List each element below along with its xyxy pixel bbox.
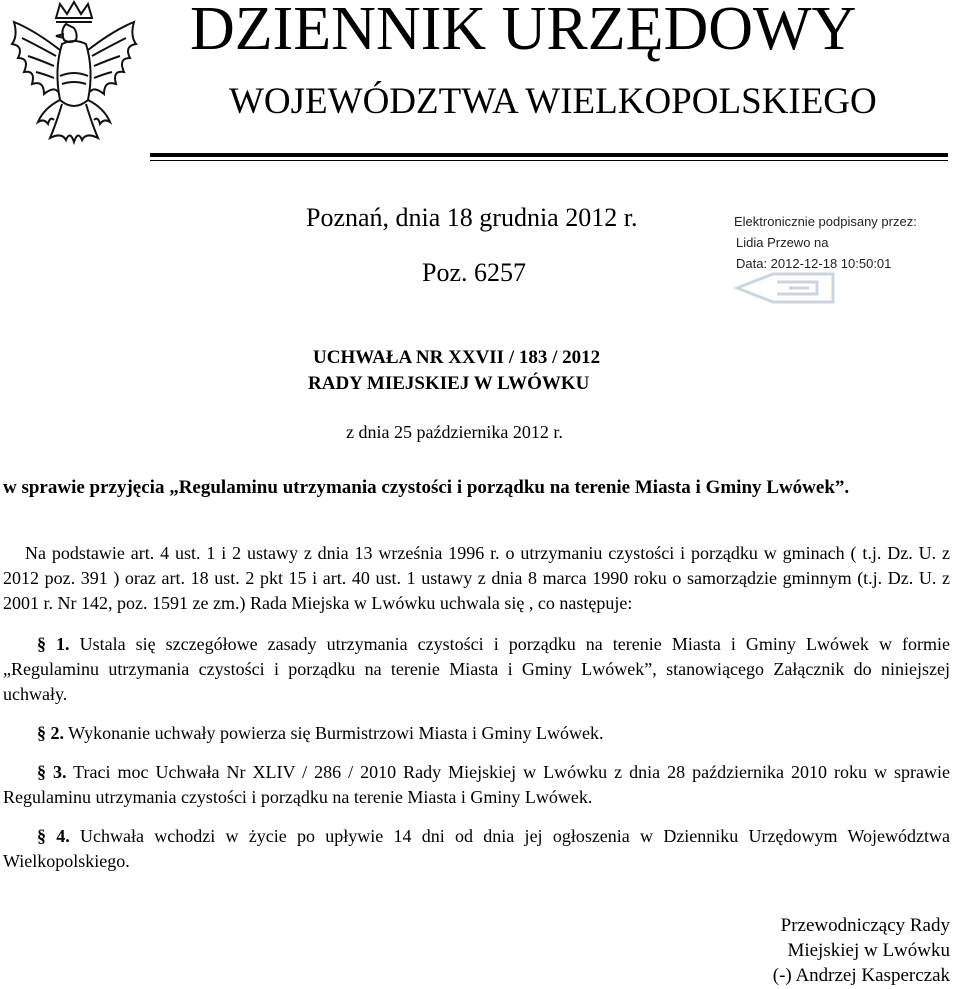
chairman-signature [773, 913, 950, 988]
paragraph-text: Ustala się szczegółowe zasady utrzymania czystości i porządku na terenie Miasta i Gminy Lwówek w formie „Regulaminu utrzymania czystości i porządku na terenie Miasta i Gminy Lwówek”, stanowiącego Załącznik do niniejszej uchwały. [3, 634, 950, 704]
paragraph-text: Uchwała wchodzi w życie po upływie 14 dni od dnia jej ogłoszenia w Dzienniku Urzędowym Województwa Wielkopolskiego. [3, 826, 950, 871]
signature-name: (-) Andrzej Kasperczak [772, 965, 950, 986]
preamble: Na podstawie art. 4 ust. 1 i 2 ustawy z dnia 13 września 1996 r. o utrzymaniu czystości i porządku w gminach ( t.j. Dz. U. z 2012 poz. 391 ) oraz art. 18 ust. 2 pkt 15 i art. 40 ust. 1 ustawy z dnia 8 marca 1990 roku o samorządzie gminnym (t.j. Dz. U. z 2001 r. Nr 142, poz. 1591 ze zm.) Rada Miejska w Lwówku uchwala się , co następuje: [3, 543, 950, 613]
header-rule-thin [150, 160, 948, 161]
journal-title: DZIENNIK URZĘDOWY [190, 0, 857, 63]
resolution-body [3, 541, 950, 874]
paragraph-text: Traci moc Uchwała Nr XLIV / 286 / 2010 Rady Miejskiej w Lwówku z dnia 28 października 2010 roku w sprawie Regulaminu utrzymania czystości i porządku na terenie Miasta i Gminy Lwówek. [3, 762, 950, 807]
header-rule-thick [150, 153, 948, 157]
paragraph-number: § 3. [37, 762, 67, 782]
signature-stamp-date: Data: 2012-12-18 10:50:01 [736, 256, 892, 271]
paragraph-text: Wykonanie uchwały powierza się Burmistrzowi Miasta i Gminy Lwówek. [64, 723, 604, 743]
resolution-subject: w sprawie przyjęcia „Regulaminu utrzymania czystości i porządku na terenie Miasta i Gminy Lwówek”. [3, 477, 850, 498]
paragraph-number: § 2. [37, 723, 64, 743]
signature-logo-icon [733, 270, 839, 306]
signature-stamp-label: Elektronicznie podpisany przez: [734, 214, 917, 229]
resolution-title: UCHWAŁA NR XXVII / 183 / 2012 [313, 347, 601, 368]
eagle-emblem-icon [4, 0, 144, 160]
paragraph-1 [3, 632, 950, 707]
signature-body: Miejskiej w Lwówku [787, 940, 950, 961]
signature-stamp-signer: Lidia Przewo na [736, 235, 829, 250]
publication-position: Poz. 6257 [422, 258, 526, 287]
resolution-date: z dnia 25 października 2012 r. [346, 422, 563, 442]
electronic-signature-stamp [734, 211, 917, 274]
signature-role: Przewodniczący Rady [780, 915, 950, 936]
paragraph-3 [3, 760, 950, 810]
resolution-issuer: RADY MIEJSKIEJ W LWÓWKU [308, 373, 590, 394]
paragraph-number: § 1. [37, 634, 70, 654]
paragraph-4 [3, 824, 950, 874]
paragraph-2 [3, 721, 950, 746]
paragraph-number: § 4. [37, 826, 70, 846]
publication-date: Poznań, dnia 18 grudnia 2012 r. [306, 203, 638, 232]
journal-subtitle: WOJEWÓDZTWA WIELKOPOLSKIEGO [229, 81, 877, 122]
